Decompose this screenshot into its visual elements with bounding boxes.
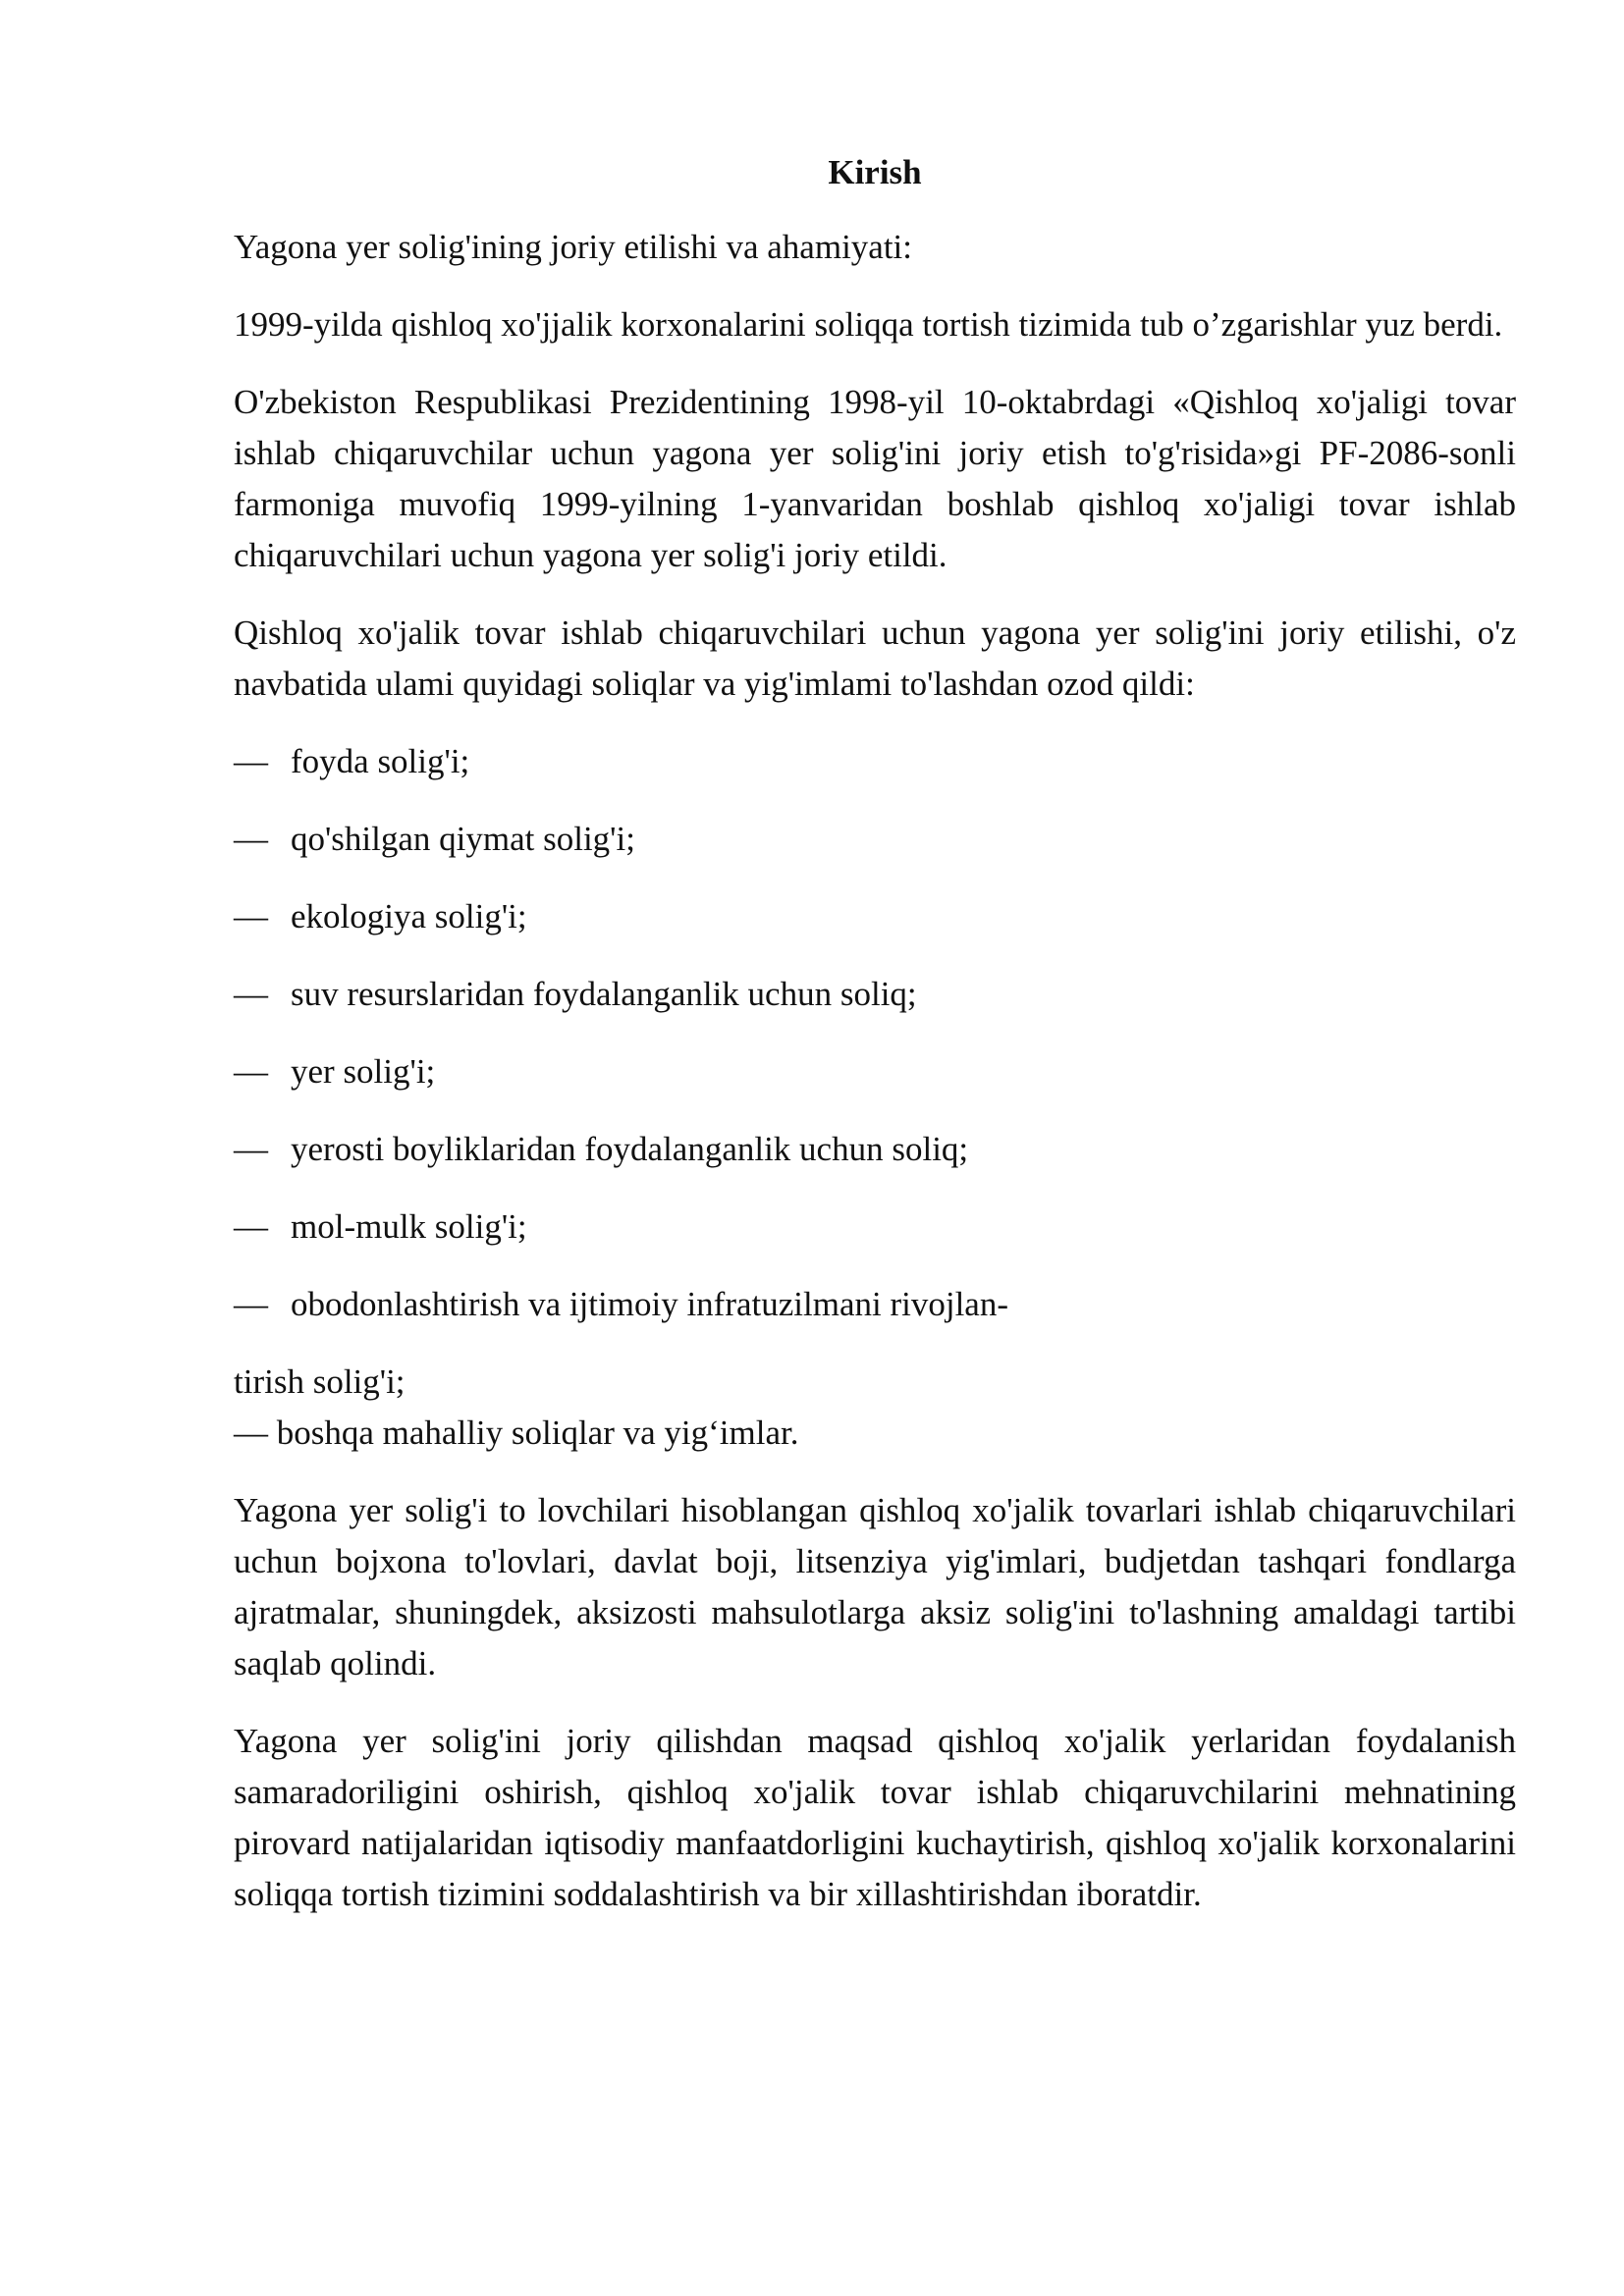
list-item [234, 1124, 1516, 1175]
dash-marker: — [234, 1285, 268, 1323]
list-item [234, 891, 1516, 942]
dash-marker: — [234, 1052, 268, 1091]
dash-marker: — [234, 742, 268, 780]
paragraph-intro-2: O'zbekiston Respublikasi Prezidentining 1998-yil 10-oktabrdagi «Qishloq xo'jaligi tovar ishlab chiqaruvchilar uchun yagona yer solig'ini joriy etish to'g'risida»gi PF-2086-sonli farmoniga muvofiq 1999-yilning 1-yanvaridan boshlab qishloq xo'jaligi tovar ishlab chiqaruvchilari uchun yagona yer solig'i joriy etildi. [234, 383, 1516, 574]
section-subtitle: Yagona yer solig'ining joriy etilishi va ahamiyati: [234, 228, 912, 266]
list-item-text: foyda solig'i; [291, 742, 470, 780]
list-item-last: — boshqa mahalliy soliqlar va yig‘imlar. [234, 1414, 799, 1452]
exempt-tax-list [234, 736, 1516, 1330]
list-item [234, 736, 1516, 787]
document-page [234, 147, 1516, 1947]
dash-marker: — [234, 1207, 268, 1246]
list-item [234, 969, 1516, 1020]
list-item [234, 1046, 1516, 1097]
paragraph-outro-1: Yagona yer solig'i to lovchilari hisoblangan qishloq xo'jalik tovarlari ishlab chiqaruvchilari uchun bojxona to'lovlari, davlat boji, litsenziya yig'imlari, budjetdan tashqari fondlarga ajratmalar, shuningdek, aksizosti mahsulotlarga aksiz solig'ini to'lashning amaldagi tartibi saqlab qolindi. [234, 1491, 1516, 1682]
list-item-text: obodonlashtirish va ijtimoiy infratuzilmani rivojlan- [291, 1285, 1008, 1323]
list-item [234, 1201, 1516, 1253]
paragraph-outro-2: Yagona yer solig'ini joriy qilishdan maqsad qishloq xo'jalik yerlaridan foydalanish samaradoriligini oshirish, qishloq xo'jalik tovar ishlab chiqaruvchilarini mehnatining pirovard natijalaridan iqtisodiy manfaatdorligini kuchaytirish, qishloq xo'jalik korxonalarini soliqqa tortish tizimini soddalashtirish va bir xillashtirishdan iboratdir. [234, 1722, 1516, 1913]
list-item-text: ekologiya solig'i; [291, 897, 527, 935]
list-item-text: qo'shilgan qiymat solig'i; [291, 820, 635, 858]
list-continuation: tirish solig'i; [234, 1362, 406, 1401]
list-item-text: yerosti boyliklaridan foydalanganlik uchun soliq; [291, 1130, 969, 1168]
dash-marker: — [234, 975, 268, 1013]
list-tail [234, 1357, 1516, 1459]
paragraph-intro-3: Qishloq xo'jalik tovar ishlab chiqaruvchilari uchun yagona yer solig'ini joriy etilishi, o'z navbatida ulami quyidagi soliqlar va yig'imlami to'lashdan ozod qildi: [234, 614, 1516, 703]
list-item-text: yer solig'i; [291, 1052, 436, 1091]
dash-marker: — [234, 897, 268, 935]
paragraph-intro-1: 1999-yilda qishloq xo'jjalik korxonalarini soliqqa tortish tizimida tub o’zgarishlar yuz berdi. [234, 305, 1503, 344]
list-item [234, 814, 1516, 865]
dash-marker: — [234, 820, 268, 858]
list-item-text: suv resurslaridan foydalanganlik uchun soliq; [291, 975, 917, 1013]
page-title: Kirish [828, 153, 922, 191]
list-item [234, 1279, 1516, 1330]
list-item-text: mol-mulk solig'i; [291, 1207, 527, 1246]
dash-marker: — [234, 1130, 268, 1168]
